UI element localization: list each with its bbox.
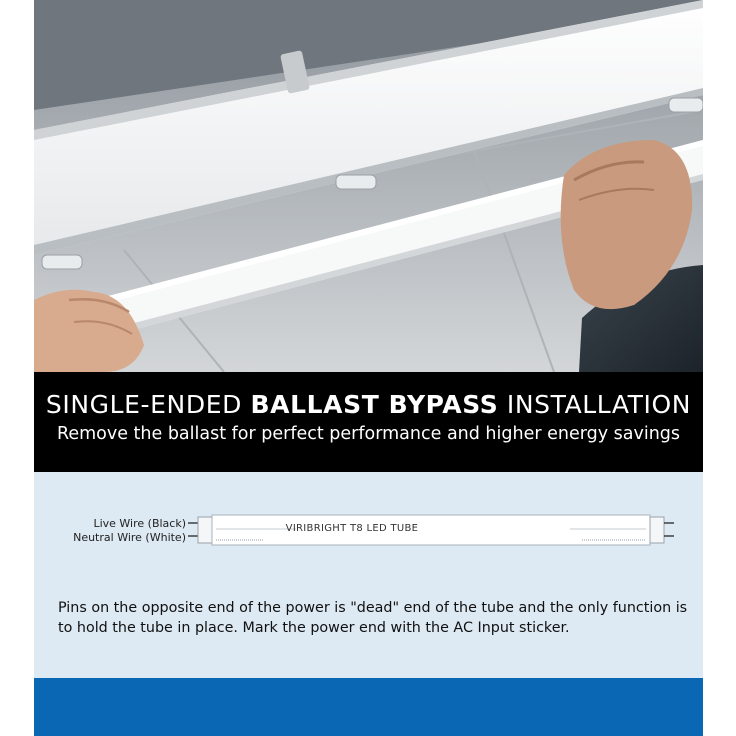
title-band — [34, 372, 703, 472]
footer-band — [34, 678, 703, 736]
title-bold: BALLAST BYPASS — [250, 390, 499, 419]
dead-end-note: Pins on the opposite end of the power is "dead" end of the tube and the only function is to hold the tube in place. Mark the power end with the AC Input sticker. — [58, 600, 688, 636]
installation-photo — [34, 0, 703, 372]
title-suffix: INSTALLATION — [498, 390, 692, 419]
wiring-diagram-panel — [34, 472, 703, 678]
installation-subtitle: Remove the ballast for perfect performance and higher energy savings — [56, 424, 681, 444]
live-wire-label: Live Wire (Black) — [93, 517, 186, 530]
tube-label: VIRIBRIGHT T8 LED TUBE — [285, 523, 419, 534]
installation-title — [34, 390, 703, 420]
neutral-wire-label: Neutral Wire (White) — [73, 531, 186, 544]
tube-installation-illustration — [34, 0, 703, 372]
title-prefix: SINGLE-ENDED — [45, 390, 251, 419]
